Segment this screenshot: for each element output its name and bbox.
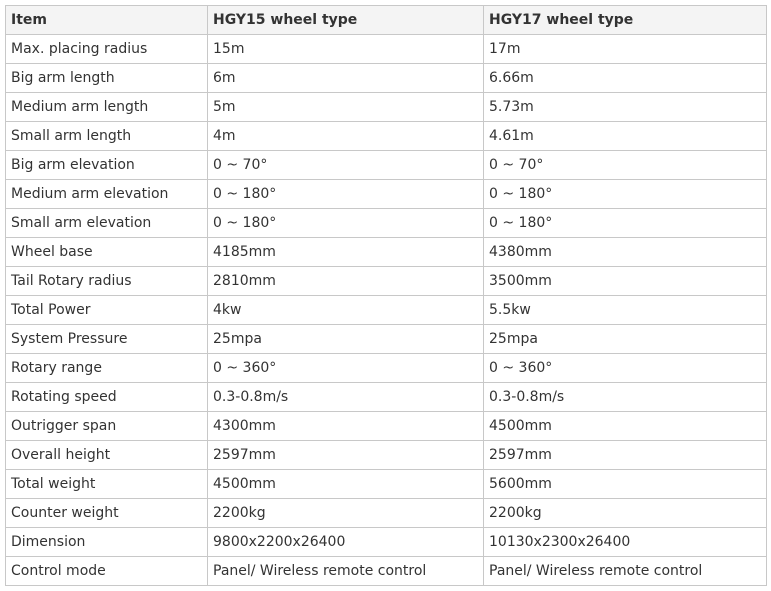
hgy15-cell: 25mpa xyxy=(208,325,484,354)
hgy17-cell: 4380mm xyxy=(484,238,767,267)
table-row xyxy=(6,441,767,470)
hgy15-cell: Panel/ Wireless remote control xyxy=(208,557,484,586)
hgy17-cell: 5600mm xyxy=(484,470,767,499)
table-row xyxy=(6,209,767,238)
spec-table xyxy=(5,5,767,586)
spec-table-body xyxy=(6,6,767,586)
hgy17-cell: 4500mm xyxy=(484,412,767,441)
item-cell: Big arm elevation xyxy=(6,151,208,180)
hgy17-cell: 17m xyxy=(484,35,767,64)
header-hgy15: HGY15 wheel type xyxy=(208,6,484,35)
table-row xyxy=(6,325,767,354)
table-row xyxy=(6,412,767,441)
hgy15-cell: 4300mm xyxy=(208,412,484,441)
item-cell: Control mode xyxy=(6,557,208,586)
item-cell: Rotary range xyxy=(6,354,208,383)
item-cell: System Pressure xyxy=(6,325,208,354)
hgy15-cell: 2200kg xyxy=(208,499,484,528)
item-cell: Total weight xyxy=(6,470,208,499)
hgy15-cell: 0 ~ 180° xyxy=(208,209,484,238)
table-row xyxy=(6,296,767,325)
table-row xyxy=(6,557,767,586)
hgy15-cell: 2597mm xyxy=(208,441,484,470)
hgy17-cell: 0 ~ 360° xyxy=(484,354,767,383)
table-row xyxy=(6,180,767,209)
hgy15-cell: 2810mm xyxy=(208,267,484,296)
header-hgy17: HGY17 wheel type xyxy=(484,6,767,35)
table-row xyxy=(6,238,767,267)
item-cell: Wheel base xyxy=(6,238,208,267)
hgy15-cell: 0 ~ 360° xyxy=(208,354,484,383)
hgy17-cell: 2200kg xyxy=(484,499,767,528)
table-row xyxy=(6,64,767,93)
hgy17-cell: Panel/ Wireless remote control xyxy=(484,557,767,586)
table-row xyxy=(6,93,767,122)
hgy17-cell: 0 ~ 70° xyxy=(484,151,767,180)
item-cell: Outrigger span xyxy=(6,412,208,441)
item-cell: Counter weight xyxy=(6,499,208,528)
hgy15-cell: 4500mm xyxy=(208,470,484,499)
hgy17-cell: 0 ~ 180° xyxy=(484,209,767,238)
table-row xyxy=(6,354,767,383)
table-row xyxy=(6,383,767,412)
hgy17-cell: 4.61m xyxy=(484,122,767,151)
hgy17-cell: 10130x2300x26400 xyxy=(484,528,767,557)
hgy15-cell: 6m xyxy=(208,64,484,93)
item-cell: Medium arm elevation xyxy=(6,180,208,209)
hgy15-cell: 0 ~ 70° xyxy=(208,151,484,180)
table-header-row xyxy=(6,6,767,35)
item-cell: Small arm length xyxy=(6,122,208,151)
table-row xyxy=(6,35,767,64)
hgy17-cell: 5.73m xyxy=(484,93,767,122)
table-row xyxy=(6,151,767,180)
hgy17-cell: 0.3-0.8m/s xyxy=(484,383,767,412)
header-item: Item xyxy=(6,6,208,35)
table-row xyxy=(6,267,767,296)
table-row xyxy=(6,470,767,499)
hgy15-cell: 0 ~ 180° xyxy=(208,180,484,209)
hgy17-cell: 3500mm xyxy=(484,267,767,296)
hgy15-cell: 4m xyxy=(208,122,484,151)
item-cell: Medium arm length xyxy=(6,93,208,122)
hgy17-cell: 6.66m xyxy=(484,64,767,93)
table-row xyxy=(6,122,767,151)
hgy15-cell: 0.3-0.8m/s xyxy=(208,383,484,412)
hgy15-cell: 5m xyxy=(208,93,484,122)
item-cell: Small arm elevation xyxy=(6,209,208,238)
table-row xyxy=(6,528,767,557)
hgy17-cell: 2597mm xyxy=(484,441,767,470)
hgy15-cell: 4185mm xyxy=(208,238,484,267)
item-cell: Tail Rotary radius xyxy=(6,267,208,296)
hgy15-cell: 4kw xyxy=(208,296,484,325)
hgy17-cell: 25mpa xyxy=(484,325,767,354)
item-cell: Dimension xyxy=(6,528,208,557)
hgy15-cell: 15m xyxy=(208,35,484,64)
item-cell: Rotating speed xyxy=(6,383,208,412)
hgy15-cell: 9800x2200x26400 xyxy=(208,528,484,557)
item-cell: Overall height xyxy=(6,441,208,470)
item-cell: Big arm length xyxy=(6,64,208,93)
hgy17-cell: 0 ~ 180° xyxy=(484,180,767,209)
item-cell: Total Power xyxy=(6,296,208,325)
item-cell: Max. placing radius xyxy=(6,35,208,64)
hgy17-cell: 5.5kw xyxy=(484,296,767,325)
table-row xyxy=(6,499,767,528)
